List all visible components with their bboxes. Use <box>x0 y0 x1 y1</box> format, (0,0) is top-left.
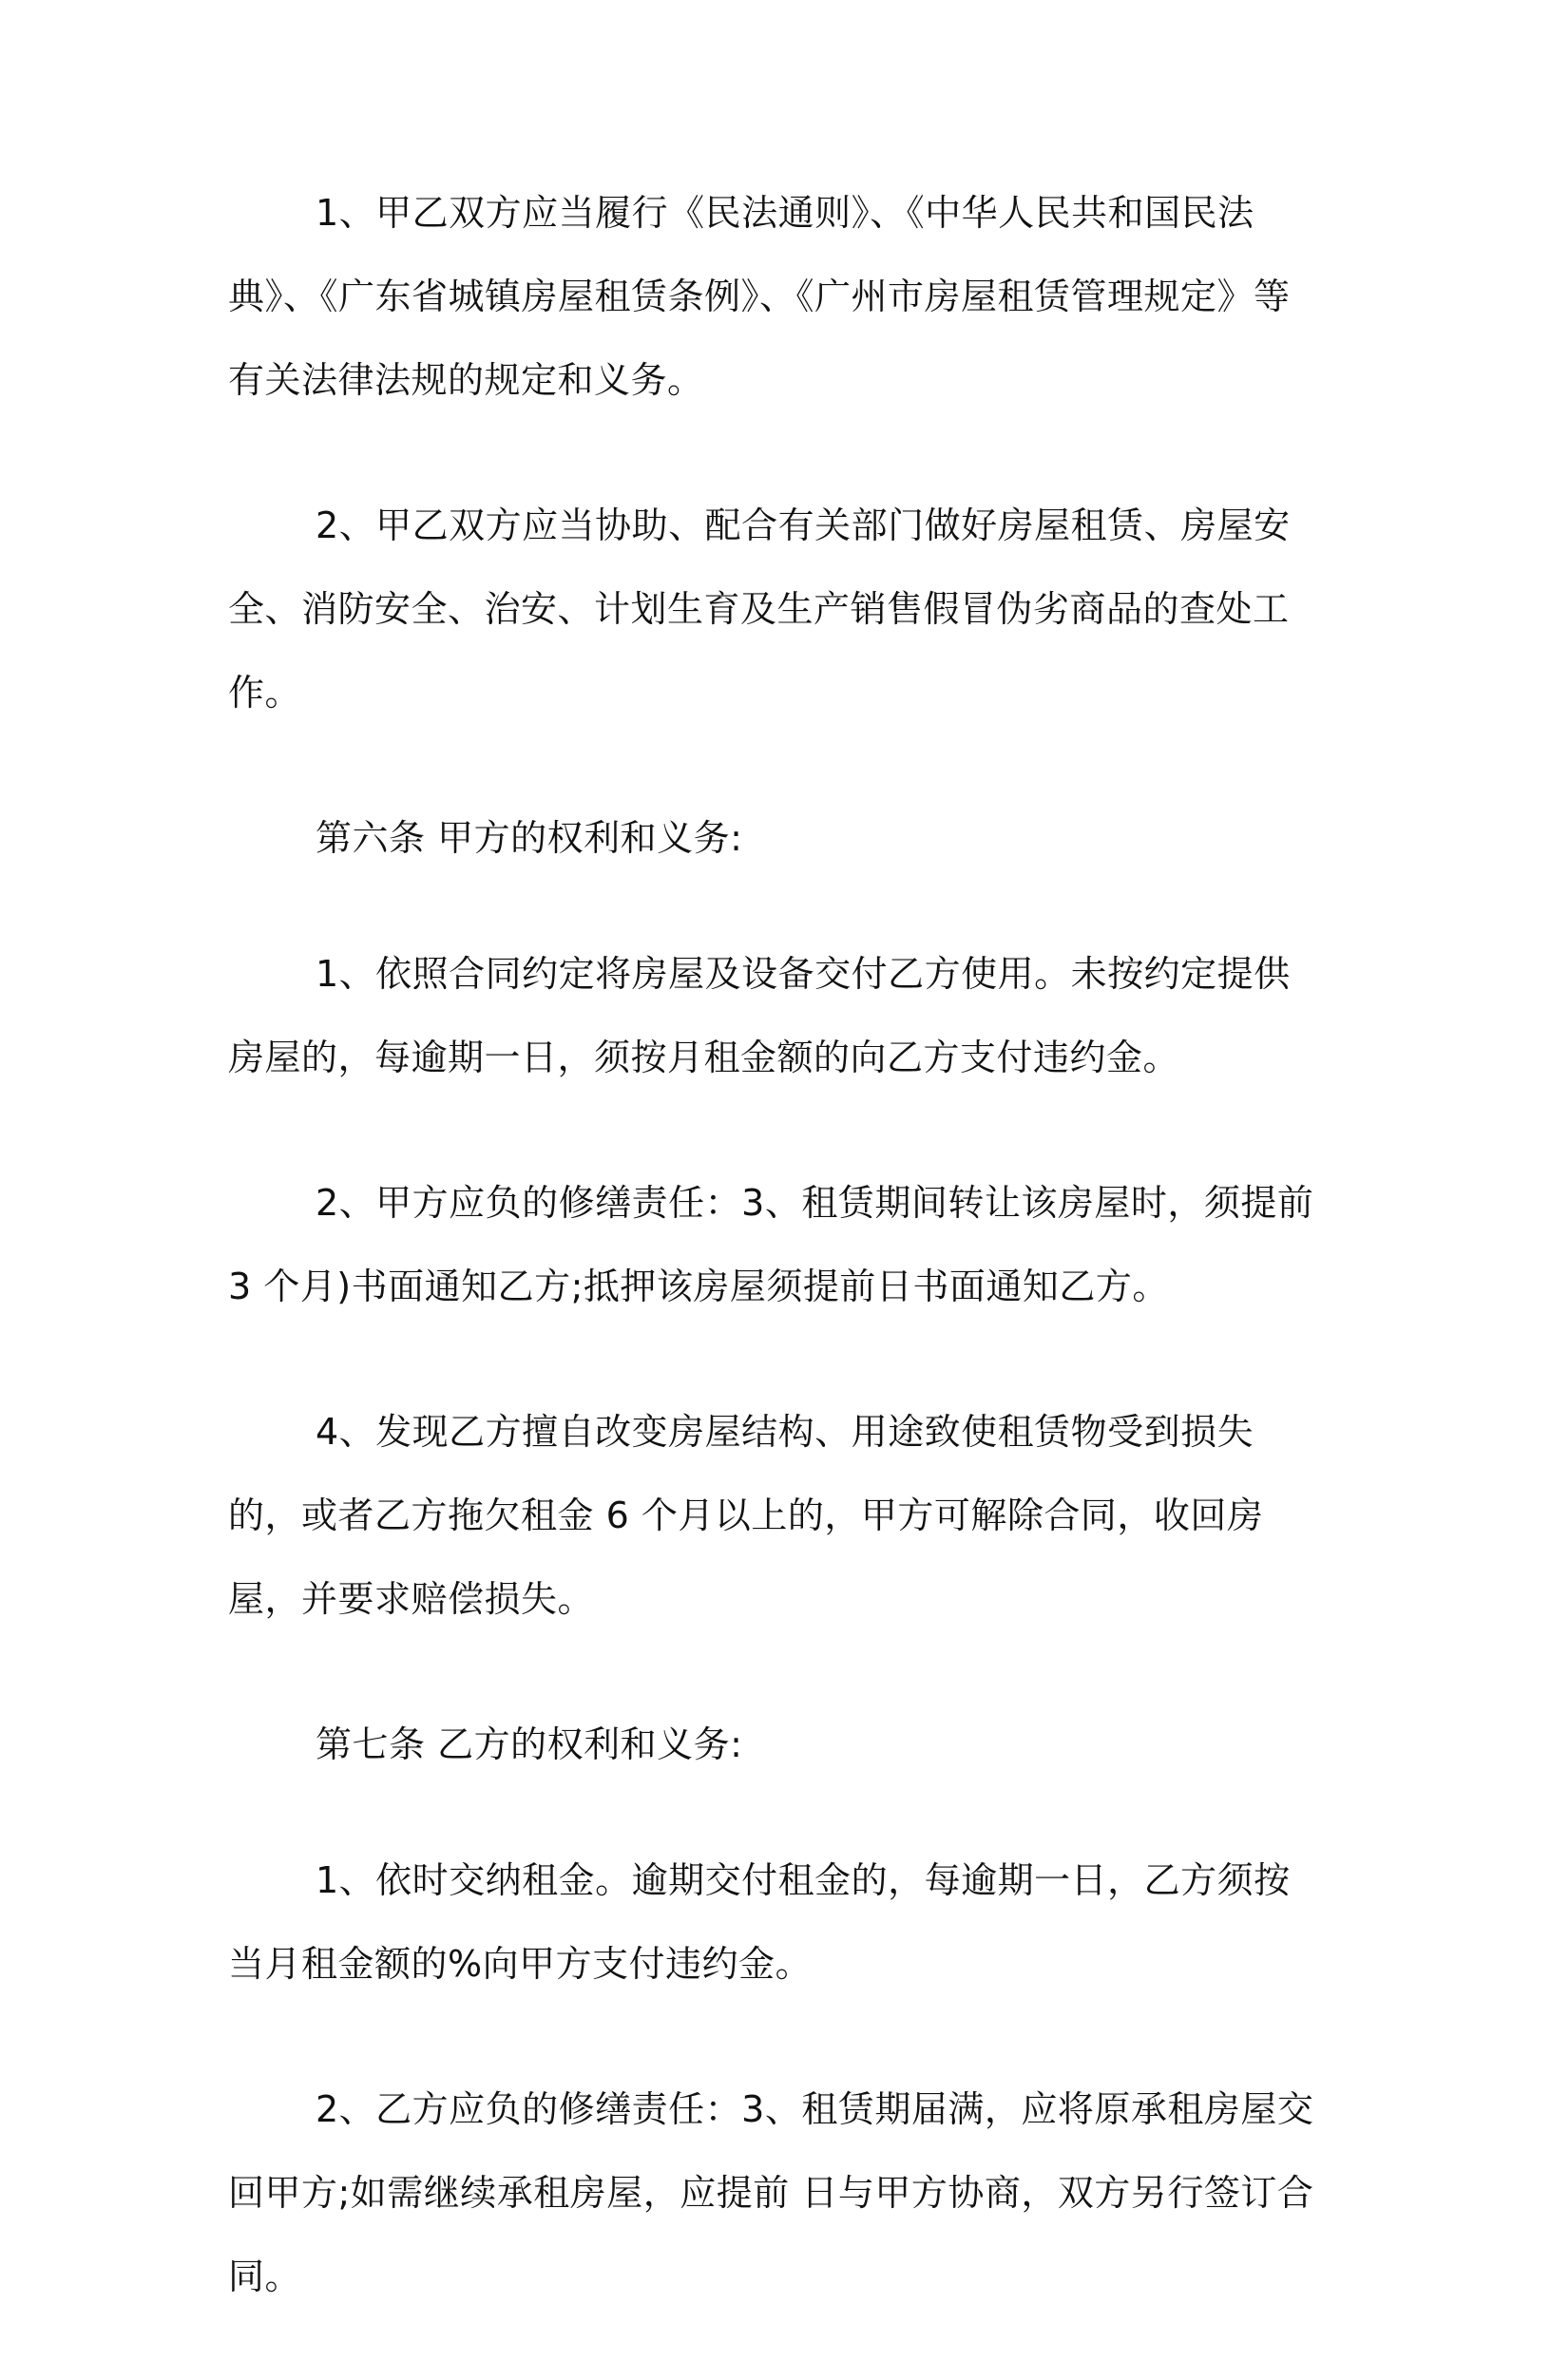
paragraph-party-b-repairs: 2、乙方应负的修缮责任：3、租赁期届满，应将原承租房屋交回甲方;如需继续承租房屋，应提前 日与甲方协商，双方另行签订合同。 <box>228 2088 1314 2297</box>
paragraph-cooperation-duties: 2、甲乙双方应当协助、配合有关部门做好房屋租赁、房屋安全、消防安全、治安、计划生育及生产销售假冒伪劣商品的查处工作。 <box>228 505 1291 714</box>
paragraph-legal-obligations: 1、甲乙双方应当履行《民法通则》、《中华人民共和国民法典》、《广东省城镇房屋租赁条例》、《广州市房屋租赁管理规定》等有关法律法规的规定和义务。 <box>228 192 1291 401</box>
paragraph-party-b-rent: 1、依时交纳租金。逾期交付租金的，每逾期一日，乙方须按当月租金额的%向甲方支付违约金。 <box>228 1859 1291 1985</box>
article-7-heading: 第七条 乙方的权利和义务: <box>316 1723 743 1765</box>
document-body <box>228 171 1321 2380</box>
article-6-heading: 第六条 甲方的权利和义务: <box>316 817 743 859</box>
paragraph-party-a-repairs: 2、甲方应负的修缮责任：3、租赁期间转让该房屋时，须提前 3 个月)书面通知乙方;抵押该房屋须提前日书面通知乙方。 <box>228 1182 1314 1307</box>
paragraph-party-a-termination: 4、发现乙方擅自改变房屋结构、用途致使租赁物受到损失的，或者乙方拖欠租金 6 个月以上的，甲方可解除合同，收回房屋，并要求赔偿损失。 <box>228 1411 1264 1620</box>
paragraph-party-a-delivery: 1、依照合同约定将房屋及设备交付乙方使用。未按约定提供房屋的，每逾期一日，须按月租金额的向乙方支付违约金。 <box>228 953 1291 1078</box>
